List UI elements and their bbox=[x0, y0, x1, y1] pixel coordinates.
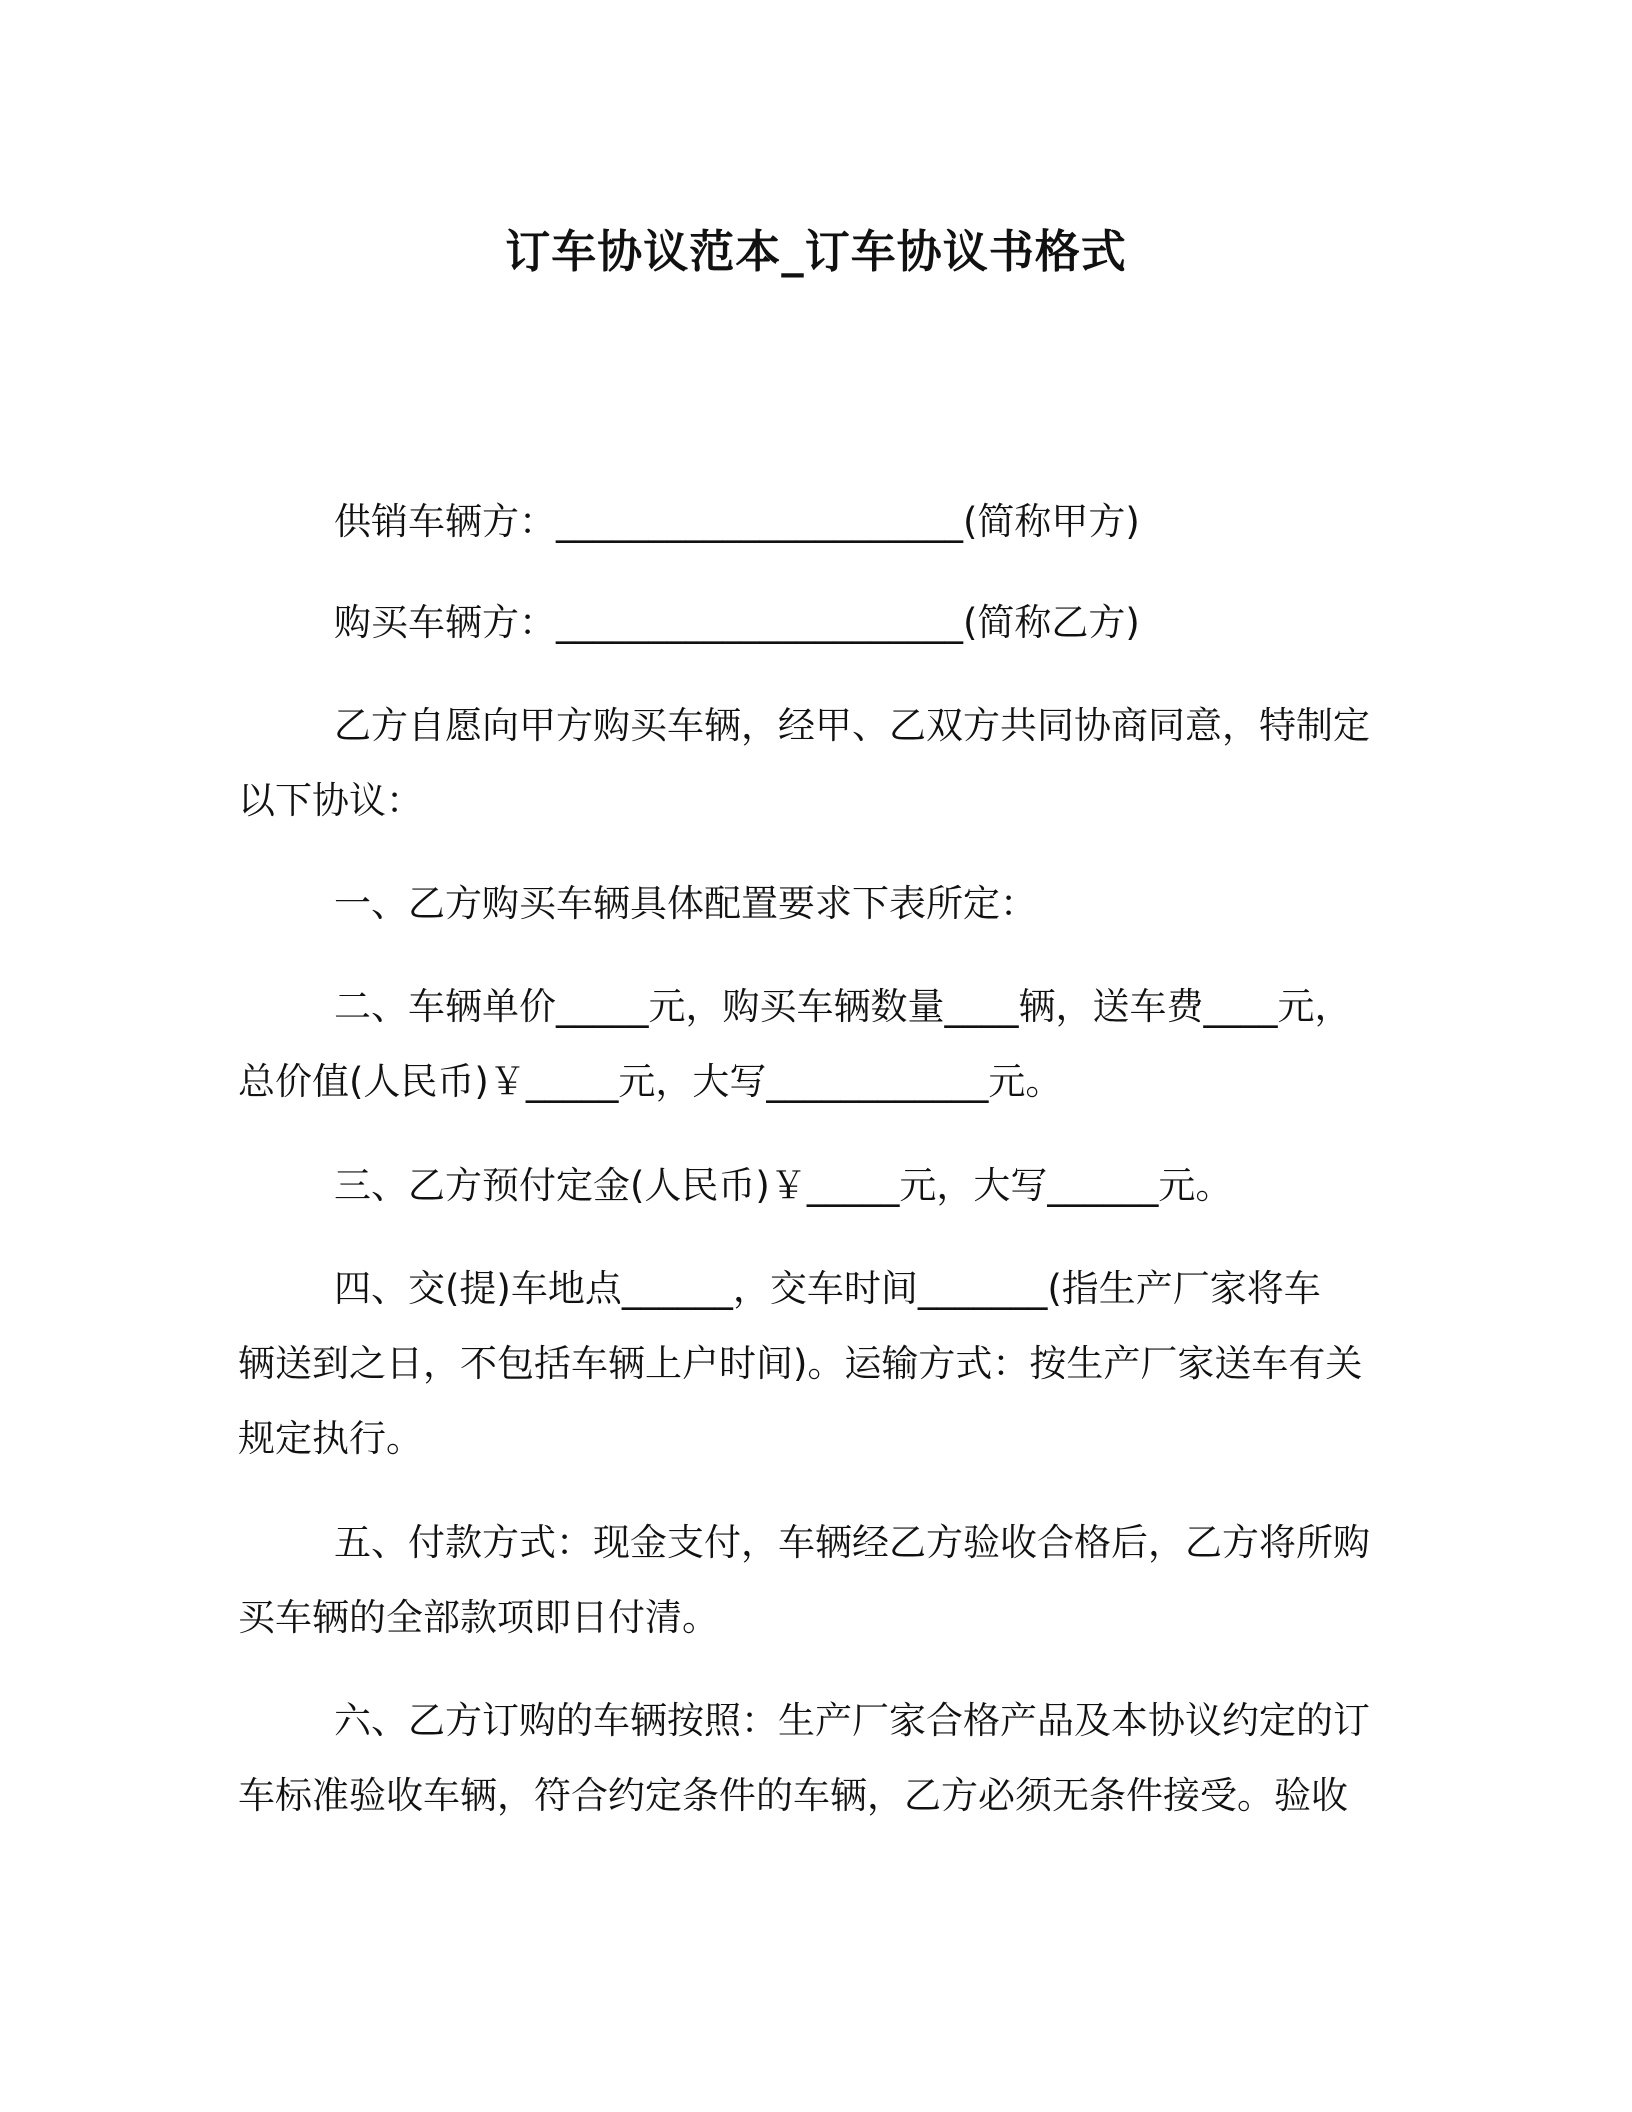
clause-1: 一、乙方购买车辆具体配置要求下表所定： bbox=[334, 882, 1037, 925]
clause-6-line-2: 车标准验收车辆，符合约定条件的车辆，乙方必须无条件接受。验收 bbox=[238, 1774, 1348, 1817]
clause-6-line-1: 六、乙方订购的车辆按照：生产厂家合格产品及本协议约定的订 bbox=[334, 1699, 1370, 1742]
clause-4-line-1: 四、交(提)车地点______，交车时间_______(指生产厂家将车 bbox=[334, 1267, 1321, 1310]
clause-5-line-2: 买车辆的全部款项即日付清。 bbox=[238, 1596, 719, 1639]
intro-line-2: 以下协议： bbox=[238, 779, 423, 822]
clause-2-line-1: 二、车辆单价_____元，购买车辆数量____辆，送车费____元， bbox=[334, 985, 1352, 1028]
document-title: 订车协议范本_订车协议书格式 bbox=[505, 225, 1127, 278]
clause-2-line-2: 总价值(人民币)￥_____元，大写____________元。 bbox=[238, 1060, 1063, 1103]
clause-4-line-2: 辆送到之日，不包括车辆上户时间)。运输方式：按生产厂家送车有关 bbox=[238, 1342, 1363, 1385]
seller-line: 供销车辆方：______________________(简称甲方) bbox=[334, 500, 1140, 543]
clause-3: 三、乙方预付定金(人民币)￥_____元，大写______元。 bbox=[334, 1164, 1233, 1207]
clause-4-line-3: 规定执行。 bbox=[238, 1417, 423, 1460]
clause-5-line-1: 五、付款方式：现金支付，车辆经乙方验收合格后，乙方将所购 bbox=[334, 1521, 1370, 1564]
buyer-line: 购买车辆方：______________________(简称乙方) bbox=[334, 601, 1140, 644]
intro-line-1: 乙方自愿向甲方购买车辆，经甲、乙双方共同协商同意，特制定 bbox=[334, 704, 1370, 747]
